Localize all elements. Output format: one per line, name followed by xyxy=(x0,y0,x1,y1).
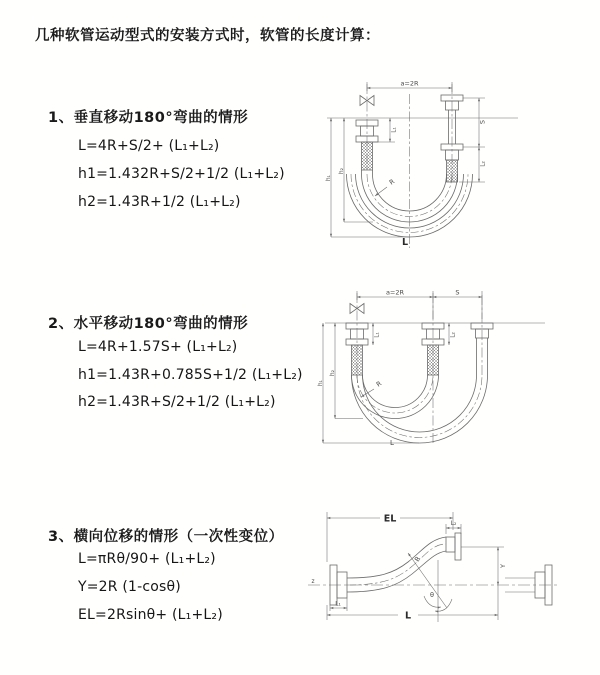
d3-label-l1: L₁ xyxy=(335,601,341,608)
d1-label-s: S xyxy=(478,119,487,125)
section-2-formula-L: L=4R+1.57S+ (L₁+L₂) xyxy=(78,339,238,355)
diagram-3-lateral-displacement xyxy=(300,500,570,655)
d1-linework xyxy=(327,79,518,248)
section-1-formula-h1: h1=1.432R+S/2+1/2 (L₁+L₂) xyxy=(78,166,285,182)
section-3-formula-EL: EL=2Rsinθ+ (L₁+L₂) xyxy=(78,607,223,623)
d2-linework xyxy=(323,288,545,443)
d1-label-l1: L₁ xyxy=(391,127,398,133)
d3-label-theta: θ xyxy=(430,591,434,599)
d2-label-s: S xyxy=(455,288,460,297)
d3-label-y: Y xyxy=(499,564,507,568)
section-1-heading: 1、垂直移动180°弯曲的情形 xyxy=(48,110,249,126)
d1-label-h2: h₂ xyxy=(339,168,345,174)
d1-dimensions xyxy=(331,79,485,237)
d3-angle-construction xyxy=(408,553,452,622)
diagram-2-horizontal-movement xyxy=(313,283,558,450)
d3-dimensions xyxy=(327,512,504,620)
section-3-heading: 3、横向位移的情形（一次性变位） xyxy=(48,529,284,545)
d2-hose-loops xyxy=(352,375,488,443)
d1-label-h1: h₁ xyxy=(326,175,332,181)
d2-label-r: R xyxy=(374,379,384,389)
section-3-formula-Y: Y=2R (1-cosθ) xyxy=(78,579,181,595)
d1-label-a2r: a=2R xyxy=(400,79,419,88)
d2-label-h2: h₂ xyxy=(330,370,336,376)
page-title: 几种软管运动型式的安装方式时，软管的长度计算： xyxy=(35,28,380,44)
section-3-formula-L: L=πRθ/90+ (L₁+L₂) xyxy=(78,551,216,567)
section-2-formula-h2: h2=1.43R+S/2+1/2 (L₁+L₂) xyxy=(78,394,276,410)
d3-label-z-centerline-mark: z xyxy=(311,579,315,585)
d1-label-l2: L₂ xyxy=(480,161,487,167)
d2-dimensions xyxy=(323,288,482,443)
section-2-heading: 2、水平移动180°弯曲的情形 xyxy=(48,316,249,332)
section-1-formula-L: L=4R+S/2+ (L₁+L₂) xyxy=(78,138,220,154)
d3-hose-s-curve xyxy=(347,537,446,592)
d3-label-l2: L₂ xyxy=(450,521,457,527)
d1-label-l: L xyxy=(401,237,409,248)
d3-label-el: EL xyxy=(383,513,397,525)
d2-label-l1: L₁ xyxy=(374,332,381,338)
d3-label-l: L xyxy=(404,610,412,622)
d2-label-l2: L₂ xyxy=(450,332,457,338)
diagram-1-vertical-movement xyxy=(313,76,553,258)
d3-linework xyxy=(308,512,558,622)
d2-label-l: L xyxy=(390,439,394,447)
d3-upper-flange xyxy=(446,533,461,560)
section-2-formula-h1: h1=1.43R+0.785S+1/2 (L₁+L₂) xyxy=(78,367,303,383)
d3-label-r: R xyxy=(412,555,423,564)
d2-label-a2r: a=2R xyxy=(385,288,405,297)
d1-label-r: R xyxy=(387,177,397,187)
section-1-formula-h2: h2=1.43R+1/2 (L₁+L₂) xyxy=(78,194,241,210)
d2-label-h1: h₁ xyxy=(318,380,324,386)
